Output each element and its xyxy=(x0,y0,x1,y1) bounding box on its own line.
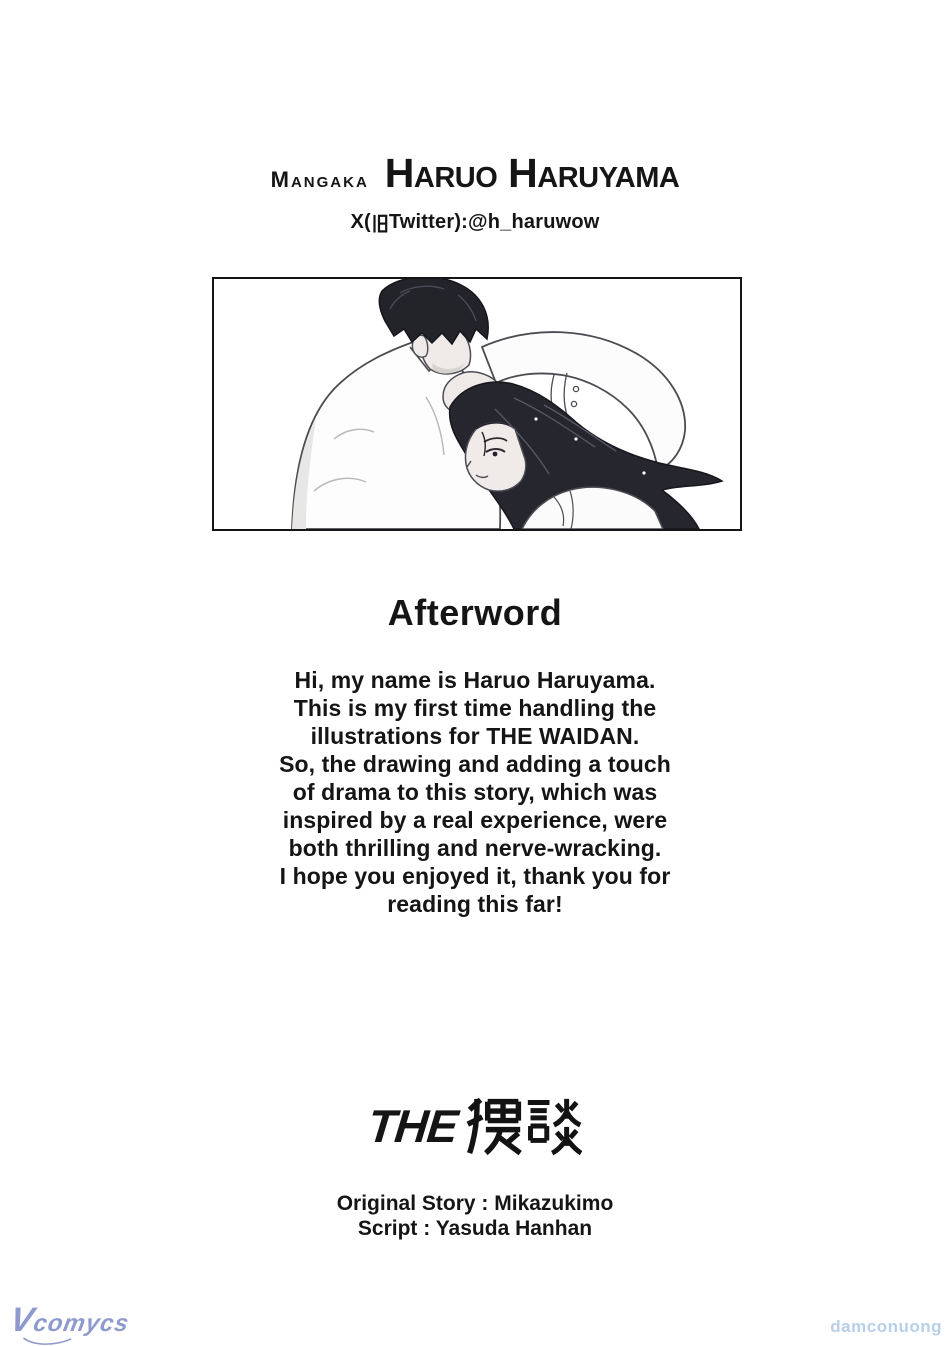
afterword-line: I hope you enjoyed it, thank you for xyxy=(279,863,671,889)
afterword-line: of drama to this story, which was xyxy=(292,779,658,805)
logo-latin-the: THE xyxy=(365,1100,460,1152)
afterword-line: Hi, my name is Haruo Haruyama. xyxy=(294,667,656,693)
x-twitter-handle xyxy=(0,211,950,234)
afterword-line: inspired by a real experience, were xyxy=(282,807,668,833)
logo-kanji-waidan xyxy=(466,1096,582,1156)
illustration-panel xyxy=(212,277,742,531)
manga-illustration xyxy=(214,279,740,529)
afterword-line: reading this far! xyxy=(387,891,563,917)
watermark-damconuong: damconuong xyxy=(830,1317,942,1336)
artist-name: Haruo Haruyama xyxy=(384,150,680,196)
kanji-kyu-old-glyph xyxy=(372,214,388,233)
afterword-paragraph xyxy=(0,666,950,918)
woman-face-shape xyxy=(465,423,525,492)
credit-script: Script : Yasuda Hanhan xyxy=(357,1217,593,1240)
credit-original-story: Original Story : Mikazukimo xyxy=(336,1192,614,1215)
kanji-dan-glyph xyxy=(526,1096,582,1156)
mangaka-label: Mangaka xyxy=(270,167,369,192)
watermark-vcomycs xyxy=(6,1301,133,1346)
afterword-line: both thrilling and nerve-wracking. xyxy=(288,835,662,861)
afterword-line: This is my first time handling the xyxy=(293,695,657,721)
afterword-line: illustrations for THE WAIDAN. xyxy=(310,723,640,749)
kanji-wai-glyph xyxy=(466,1096,522,1156)
credits-block xyxy=(0,1191,950,1241)
handle-suffix: Twitter):@h_haruwow xyxy=(388,211,600,233)
header xyxy=(0,150,950,197)
afterword-title: Afterword xyxy=(387,592,563,633)
series-logo xyxy=(0,1096,950,1156)
handle-prefix: X( xyxy=(350,211,371,233)
afterword-line: So, the drawing and adding a touch xyxy=(279,751,671,777)
vcomycs-logo-text: Vcomycs xyxy=(7,1301,132,1339)
